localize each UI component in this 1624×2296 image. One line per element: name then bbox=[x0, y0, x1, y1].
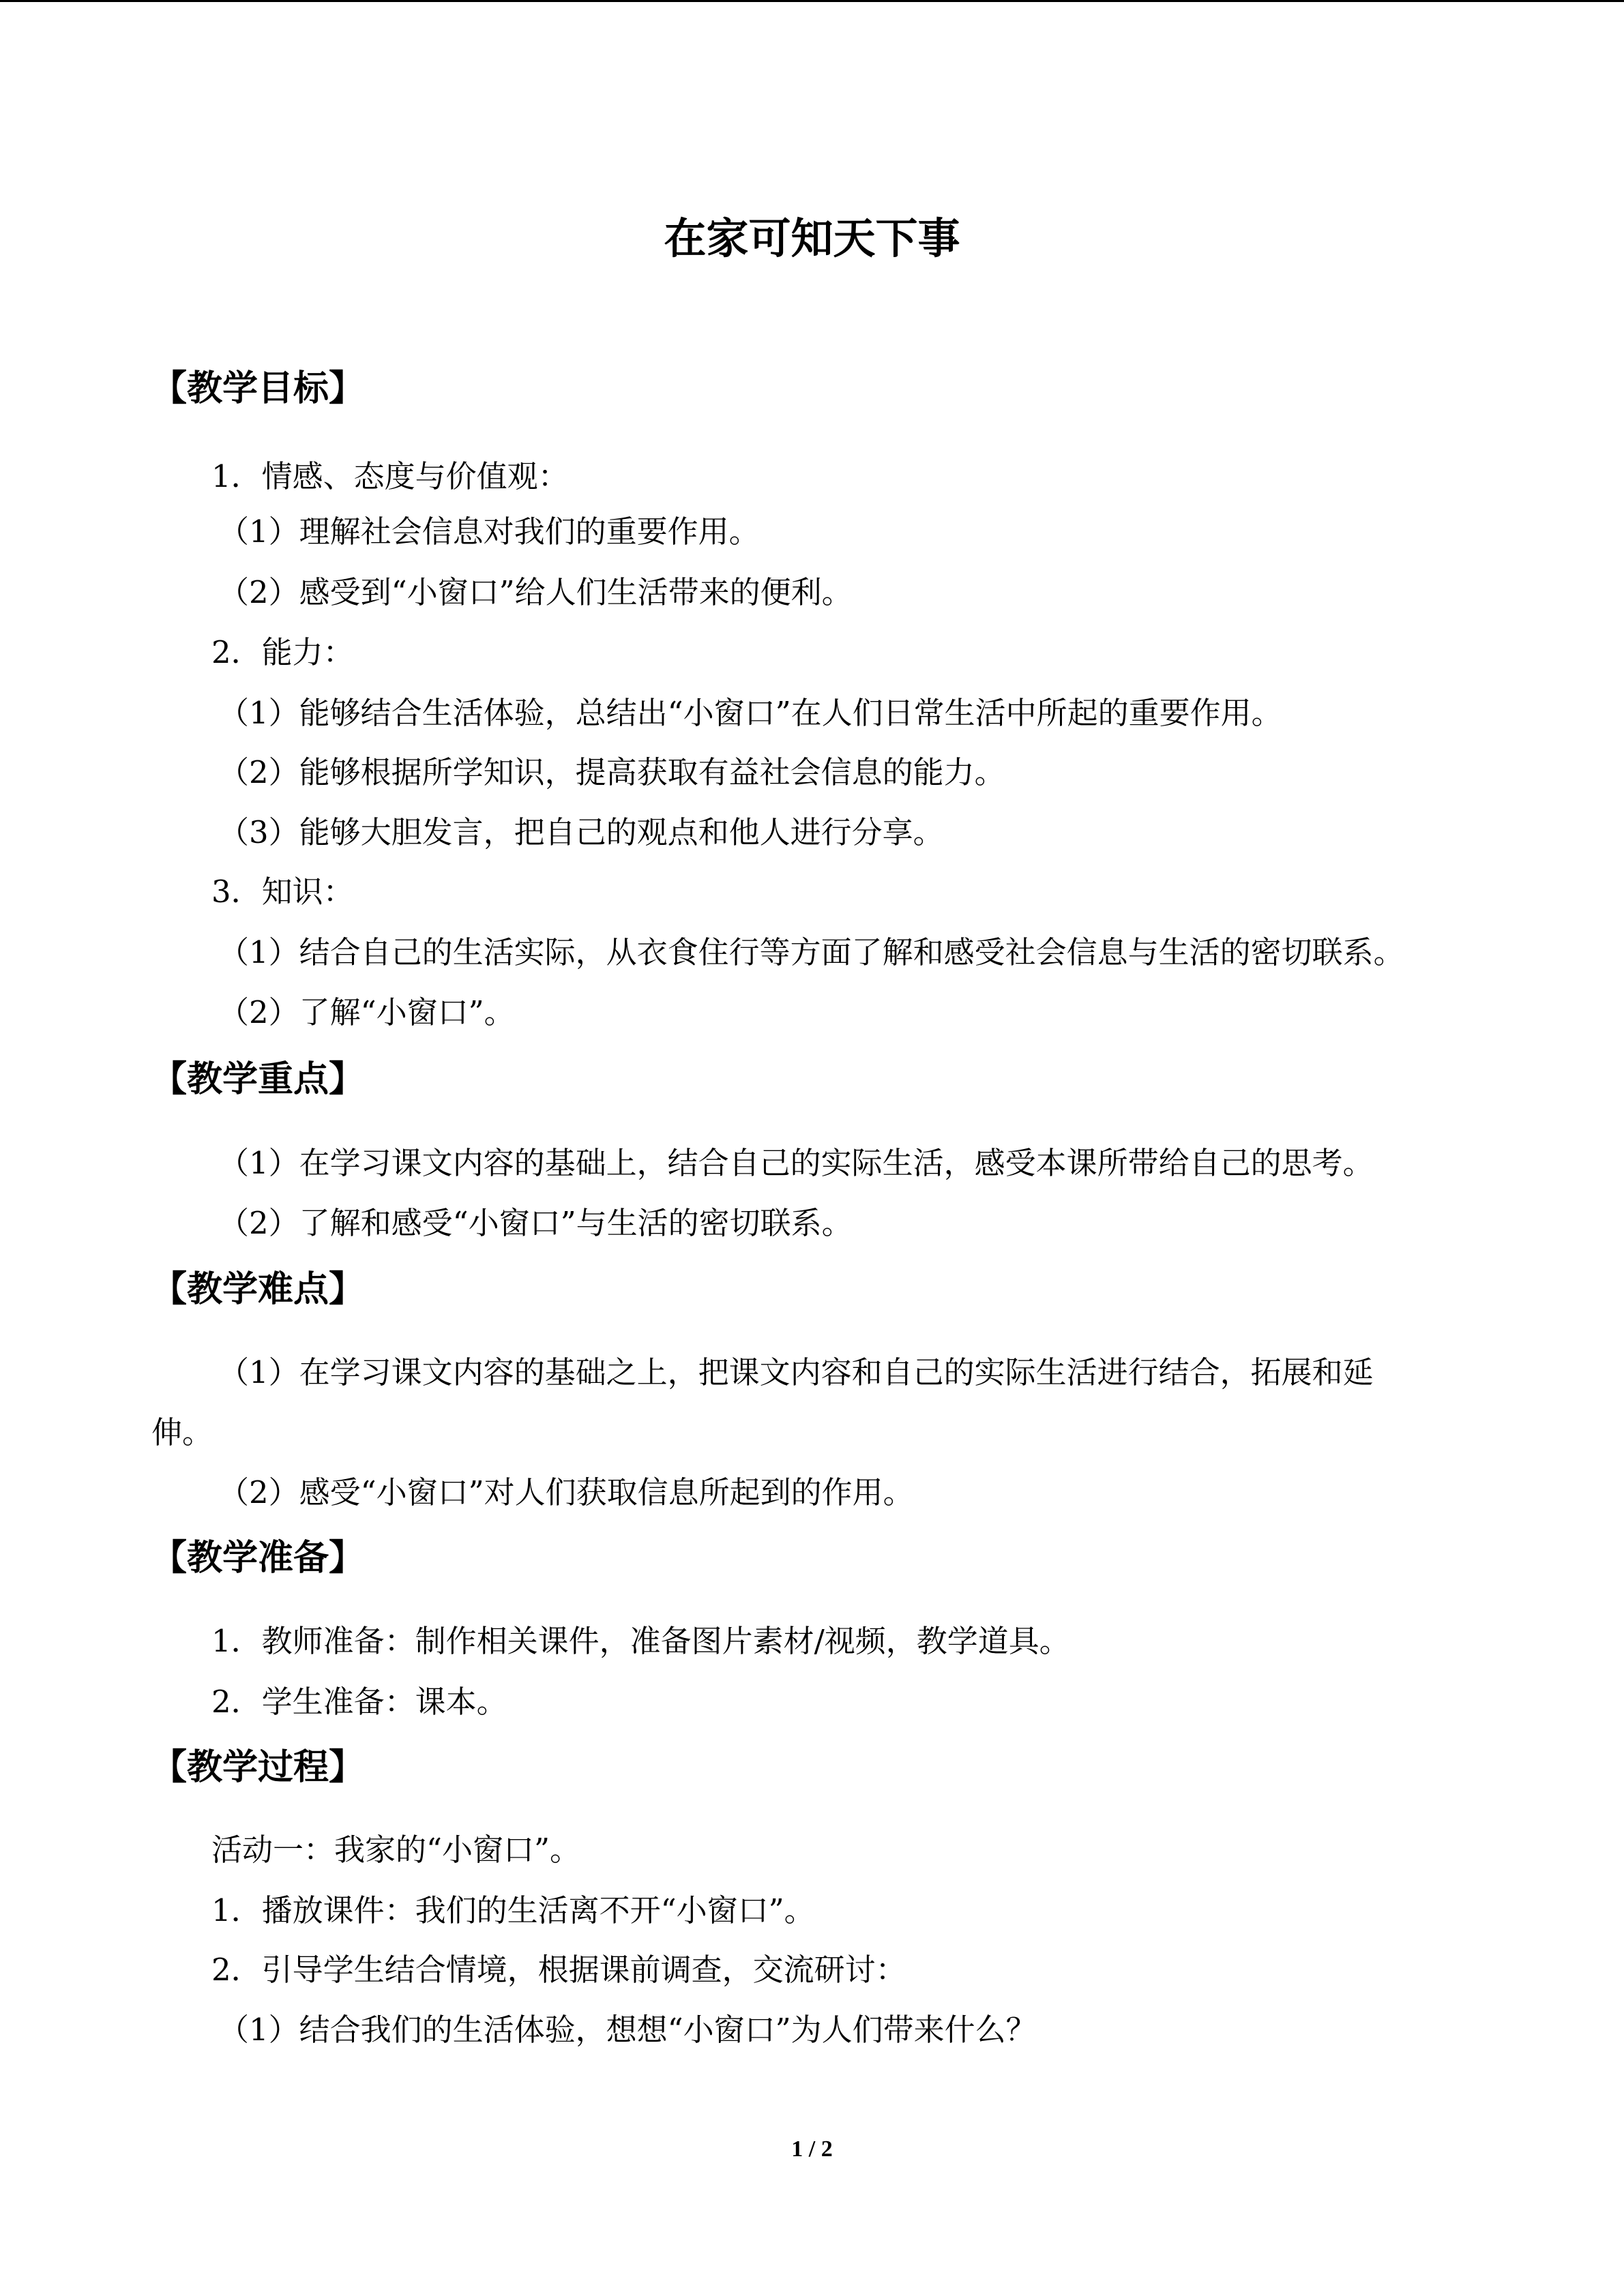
process-line: （1）结合我们的生活体验，想想“小窗口”为人们带来什么？ bbox=[218, 2012, 1037, 2048]
section-heading-process: 【教学过程】 bbox=[151, 1746, 365, 1788]
process-line: 1．播放课件：我们的生活离不开“小窗口”。 bbox=[211, 1892, 815, 1928]
objective-line: 2．能力： bbox=[211, 634, 354, 670]
process-line: 2．引导学生结合情境，根据课前调查，交流研讨： bbox=[211, 1952, 906, 1988]
objective-line: （2）感受到“小窗口”给人们生活带来的便利。 bbox=[218, 574, 853, 610]
objective-line: （2）能够根据所学知识，提高获取有益社会信息的能力。 bbox=[218, 754, 1005, 790]
objective-line: （1）能够结合生活体验，总结出“小窗口”在人们日常生活中所起的重要作用。 bbox=[218, 695, 1282, 731]
objective-line: （3）能够大胆发言，把自己的观点和他人进行分享。 bbox=[218, 814, 944, 850]
difficulty-line: （1）在学习课文内容的基础之上，把课文内容和自己的实际生活进行结合，拓展和延 bbox=[218, 1354, 1374, 1390]
objective-line: 1．情感、态度与价值观： bbox=[211, 458, 569, 494]
objective-line: （1）结合自己的生活实际，从衣食住行等方面了解和感受社会信息与生活的密切联系。 bbox=[218, 934, 1404, 970]
preparation-line: 2．学生准备：课本。 bbox=[211, 1684, 507, 1720]
key-point-line: （1）在学习课文内容的基础上，结合自己的实际生活，感受本课所带给自己的思考。 bbox=[218, 1145, 1374, 1181]
key-point-line: （2）了解和感受“小窗口”与生活的密切联系。 bbox=[218, 1205, 853, 1241]
section-heading-objectives: 【教学目标】 bbox=[151, 368, 365, 409]
objective-line: 3．知识： bbox=[211, 874, 354, 910]
objective-line: （1）理解社会信息对我们的重要作用。 bbox=[218, 513, 760, 550]
difficulty-line: （2）感受“小窗口”对人们获取信息所起到的作用。 bbox=[218, 1474, 914, 1510]
page-number: 1 / 2 bbox=[791, 2136, 833, 2162]
section-heading-key-points: 【教学重点】 bbox=[151, 1058, 365, 1100]
difficulty-line: 伸。 bbox=[151, 1414, 213, 1450]
preparation-line: 1．教师准备：制作相关课件，准备图片素材/视频，教学道具。 bbox=[211, 1623, 1070, 1659]
process-line: 活动一：我家的“小窗口”。 bbox=[211, 1832, 581, 1868]
section-heading-difficulties: 【教学难点】 bbox=[151, 1268, 365, 1310]
objective-line: （2）了解“小窗口”。 bbox=[218, 994, 515, 1030]
section-heading-preparation: 【教学准备】 bbox=[151, 1537, 365, 1579]
document-title: 在家可知天下事 bbox=[664, 213, 960, 263]
